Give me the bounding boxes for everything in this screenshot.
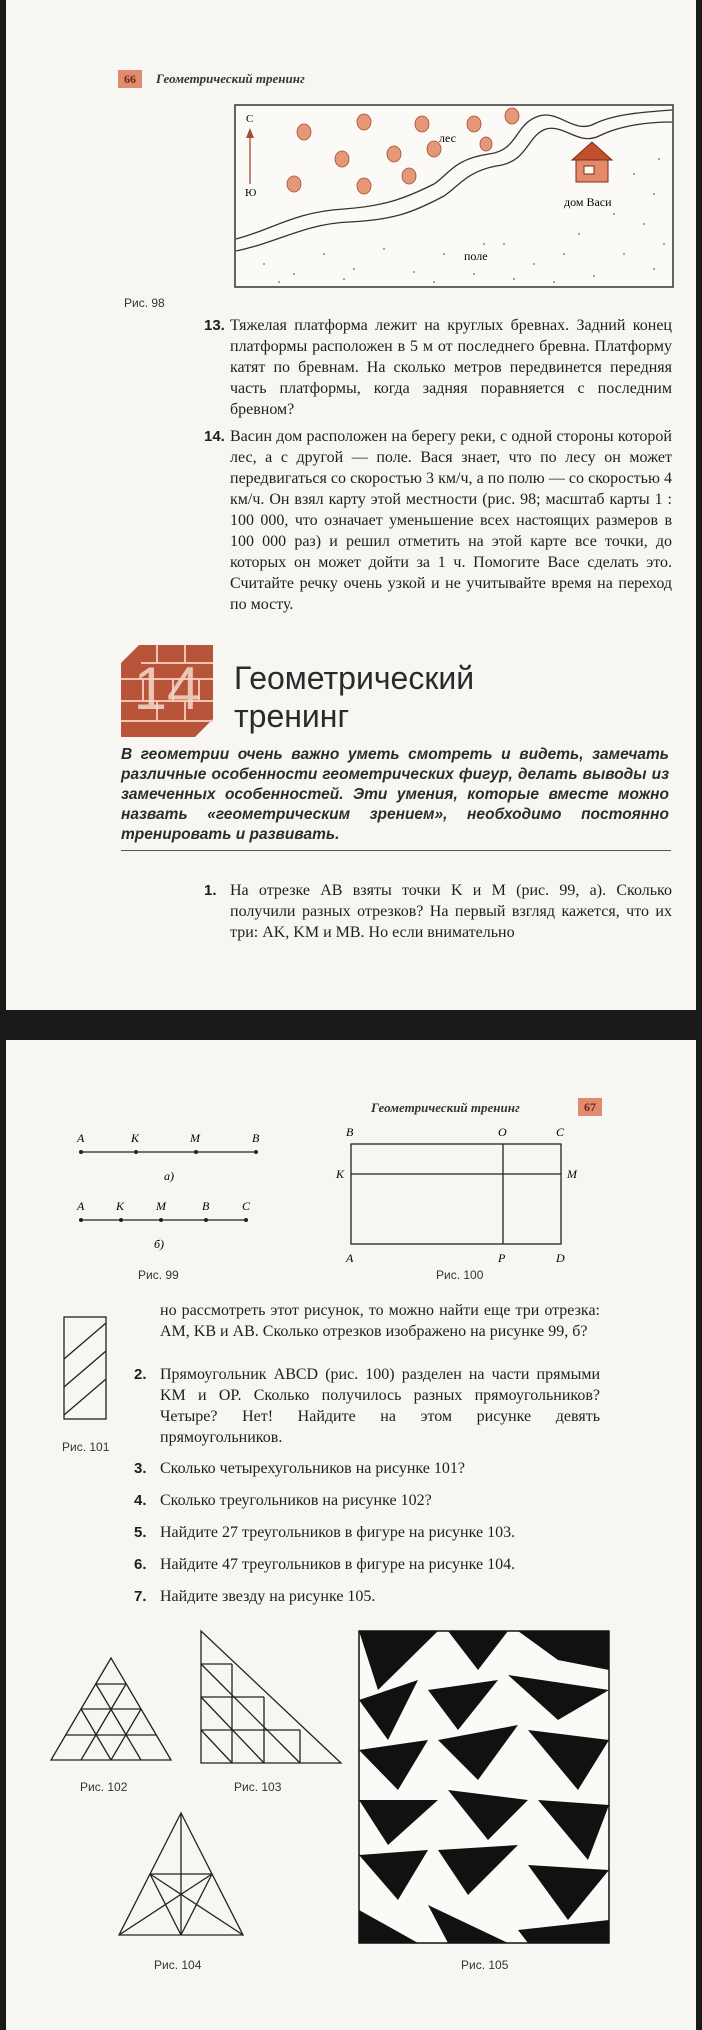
problem-1-continuation bbox=[160, 1300, 600, 1342]
fig100-B: B bbox=[346, 1125, 354, 1139]
problem-text: На отрезке AB взяты точки K и M (рис. 99, а). Сколько получили разных отрезков? На первый взгляд кажется, что их три: AK, KM и MB. Но если внимательно bbox=[230, 882, 672, 941]
fig100-caption: Рис. 100 bbox=[436, 1268, 484, 1282]
problem-text: Найдите звезду на рисунке 105. bbox=[160, 1588, 376, 1605]
fig99-a-M: M bbox=[190, 1131, 200, 1145]
problem-5 bbox=[134, 1522, 600, 1543]
fig99-label-a: а) bbox=[164, 1169, 174, 1183]
forest-label: лес bbox=[439, 131, 456, 145]
section-intro: В геометрии очень важно уметь смотреть и видеть, замечать различные особенности геометрических фигур, делать выводы из замеченных особенностей. Эти умения, которые вместе можно назвать «геометрическим зрением», необходимо постоянно тренировать и развивать. bbox=[121, 746, 669, 843]
figure-98-map bbox=[234, 104, 674, 288]
fig99-a-A: A bbox=[77, 1131, 85, 1145]
section-title-line1: Геометрический bbox=[234, 660, 475, 696]
problem-text: Тяжелая платформа лежит на круглых бревнах. Задний конец платформы расположен в 5 м от последнего бревна. Платформу катят по бревнам. На сколько метров передвинется передняя часть платформы, когда задняя поравняется с последним бревном? bbox=[230, 317, 672, 418]
figure-104 bbox=[116, 1810, 246, 1940]
problem-text: но рассмотреть этот рисунок, то можно найти еще три отрезка: AM, KB и AB. Сколько отрезков изображено на рисунке 99, б? bbox=[160, 1302, 600, 1340]
fig100-P: P bbox=[498, 1251, 506, 1265]
fig99-b-M: M bbox=[156, 1199, 166, 1213]
fig104-caption: Рис. 104 bbox=[154, 1958, 202, 1972]
problem-text: Найдите 27 треугольников в фигуре на рисунке 103. bbox=[160, 1524, 516, 1541]
problem-text: Найдите 47 треугольников в фигуре на рисунке 104. bbox=[160, 1556, 516, 1573]
section-title-line2: тренинг bbox=[234, 698, 350, 734]
page-66 bbox=[6, 0, 696, 1010]
problem-1 bbox=[204, 880, 672, 943]
field-label: поле bbox=[464, 249, 488, 263]
fig103-caption: Рис. 103 bbox=[234, 1780, 282, 1794]
fig100-D: D bbox=[556, 1251, 565, 1265]
divider bbox=[121, 850, 671, 851]
problem-2 bbox=[134, 1364, 600, 1448]
house-label: дом Васи bbox=[564, 195, 612, 209]
problem-number: 6. bbox=[134, 1556, 147, 1573]
fig100-O: O bbox=[498, 1125, 507, 1139]
problem-number: 5. bbox=[134, 1524, 147, 1541]
problem-number: 14. bbox=[204, 428, 225, 445]
problem-7 bbox=[134, 1586, 600, 1607]
fig100-C: C bbox=[556, 1125, 565, 1139]
compass-south: Ю bbox=[245, 187, 257, 199]
figure-99 bbox=[76, 1122, 276, 1272]
problem-14 bbox=[204, 426, 672, 615]
problem-text: Сколько четырехугольников на рисунке 101? bbox=[160, 1460, 465, 1477]
page-67 bbox=[6, 1040, 696, 2030]
problem-number: 1. bbox=[204, 882, 217, 899]
fig99-b-B: B bbox=[202, 1199, 210, 1213]
problem-13 bbox=[204, 315, 672, 420]
fig105-caption: Рис. 105 bbox=[461, 1958, 509, 1972]
figure-105 bbox=[358, 1630, 610, 1944]
fig99-label-b: б) bbox=[154, 1237, 165, 1251]
problem-number: 13. bbox=[204, 317, 225, 334]
fig99-b-A: A bbox=[77, 1199, 85, 1213]
compass-north: С bbox=[246, 113, 254, 125]
fig99-a-B: B bbox=[252, 1131, 260, 1145]
fig99-caption: Рис. 99 bbox=[138, 1268, 179, 1282]
figure-103 bbox=[196, 1628, 346, 1768]
section-number: 14 bbox=[133, 655, 201, 722]
problem-6 bbox=[134, 1554, 600, 1575]
problem-number: 4. bbox=[134, 1492, 147, 1509]
problem-3 bbox=[134, 1458, 600, 1479]
fig100-A: A bbox=[346, 1251, 354, 1265]
problem-4 bbox=[134, 1490, 600, 1511]
fig101-caption: Рис. 101 bbox=[62, 1440, 110, 1454]
problem-number: 7. bbox=[134, 1588, 147, 1605]
fig98-caption: Рис. 98 bbox=[124, 296, 165, 310]
figure-101 bbox=[62, 1315, 108, 1421]
problem-number: 2. bbox=[134, 1366, 147, 1383]
problem-text: Васин дом расположен на берегу реки, с одной стороны которой лес, а с другой — поле. Вася знает, что по лесу он может передвигаться со скоростью 3 км/ч, а по полю — со скоростью 4 км/ч. Он взял карту этой местности (рис. 98; масштаб карты 1 : 100 000, что означает уменьшение всех настоящих размеров в 100 000 раз) и решил отметить на этой карте все точки, до которых он может дойти за 1 ч. Помогите Васе сделать это. Считайте речку очень узкой и не учитывайте время на переход по мосту. bbox=[230, 428, 672, 613]
fig99-b-K: K bbox=[116, 1199, 125, 1213]
problem-text: Прямоугольник ABCD (рис. 100) разделен на части прямыми KM и OP. Сколько получилось разных прямоугольников? Четыре? Нет! Найдите на этом рисунке девять прямоугольников. bbox=[160, 1366, 600, 1446]
section-brick-icon bbox=[121, 645, 213, 737]
running-head: Геометрический тренинг bbox=[156, 71, 305, 86]
fig99-b-C: C bbox=[242, 1199, 251, 1213]
running-head: Геометрический тренинг bbox=[371, 1100, 520, 1115]
page-number: 66 bbox=[118, 70, 142, 88]
fig100-K: K bbox=[336, 1167, 345, 1181]
fig99-a-K: K bbox=[131, 1131, 140, 1145]
fig102-caption: Рис. 102 bbox=[80, 1780, 128, 1794]
page-number: 67 bbox=[578, 1098, 602, 1116]
problem-number: 3. bbox=[134, 1460, 147, 1477]
figure-102 bbox=[48, 1655, 174, 1765]
figure-100 bbox=[331, 1122, 601, 1272]
fig100-M: M bbox=[567, 1167, 577, 1181]
problem-text: Сколько треугольников на рисунке 102? bbox=[160, 1492, 432, 1509]
